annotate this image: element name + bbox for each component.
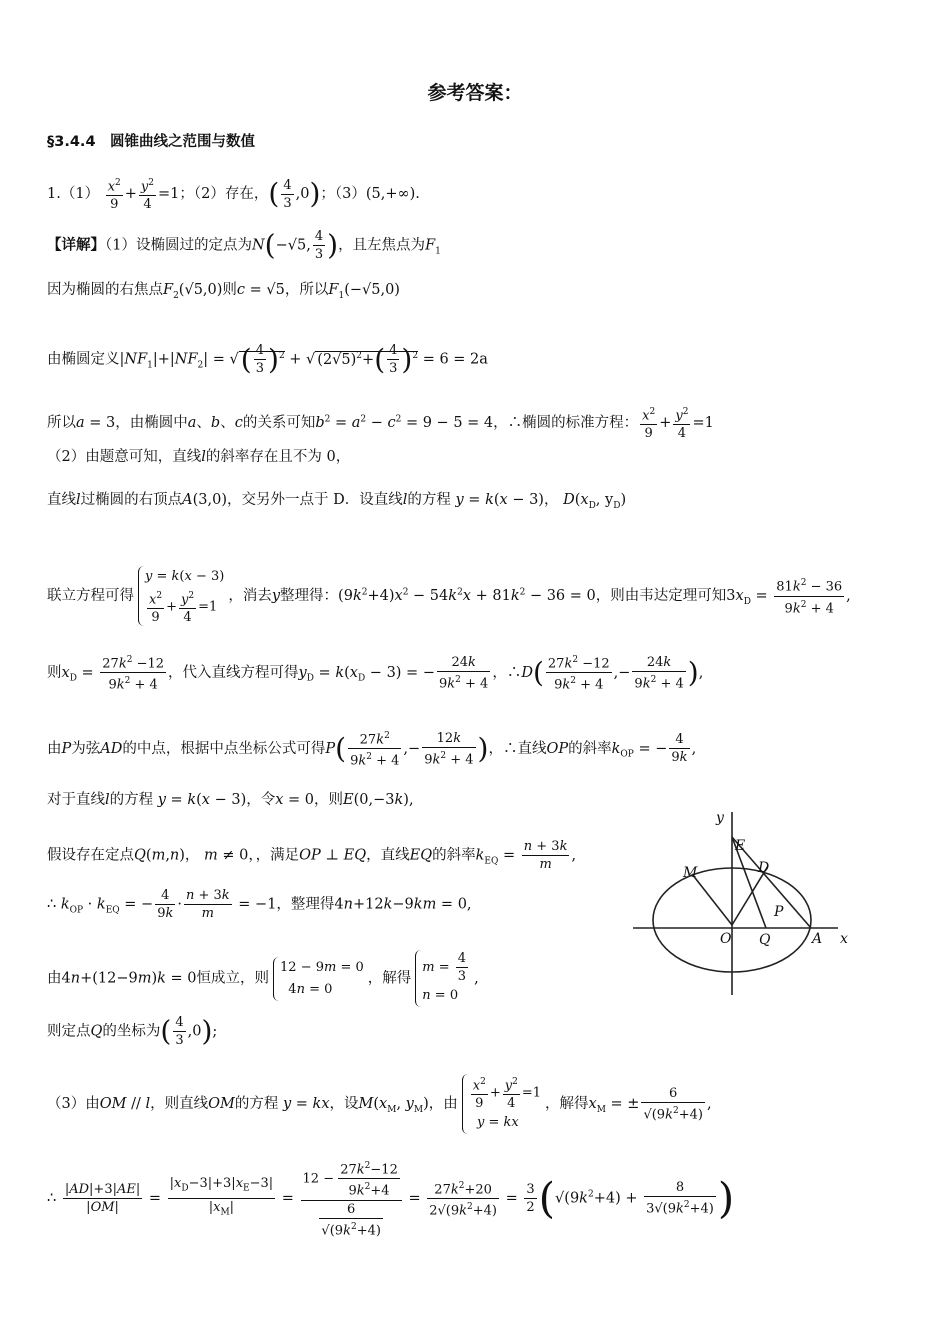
midpoint-line: 由P为弦AD的中点，根据中点坐标公式可得P( $\frac{27k^2}{9k^2 + 4}$ ,− $\frac{12k}{9k^2 + 4}$ )，∴直线OP的斜率$k_{OP}$ = − $\frac{4}{9k}$ , — [47, 728, 696, 770]
line-om — [692, 874, 732, 925]
label-a: A — [812, 931, 823, 947]
relation-line: 所以a = 3，由椭圆中a、b、c的关系可知$b^2 = a^2 - c^2 = 9 - 5 = 4$，∴椭圆的标准方程： $\frac{x^2}{9}$ + $\frac{y^2}{4}$ =1 — [47, 404, 714, 442]
definition-line: 由椭圆定义$|NF_1|+|NF_2|$ = √( $\frac{4}{3}$ )$^2$ + √ $(2√5)^2+$( $\frac{4}{3}$ )$^2$ = 6 = 2a — [47, 342, 488, 376]
line-l-equation: 直线l过椭圆的右顶点A(3,0)，交另外一点于 D．设直线l的方程 y = k(x − 3)， $D(x_D$, $y_D$) — [47, 492, 627, 511]
label-d: D — [758, 860, 770, 876]
label-y: y — [716, 810, 724, 826]
label-o: O — [720, 931, 732, 947]
ellipse-diagram — [628, 800, 856, 1010]
point-e-line: 对于直线l的方程 y = k(x − 3)，令x = 0，则E(0,−3k), — [47, 792, 414, 808]
part2-line: （2）由题意可知，直线l的斜率存在且不为 0， — [47, 449, 351, 465]
constant-line: 由4n+(12−9m)k = 0恒成立，则12 − 9m = 0 4n = 0，解得m = $\frac{4}{3}$ n = 0, — [47, 950, 479, 1007]
page-title: 参考答案： — [427, 82, 523, 104]
section-heading: §3.4.4 圆锥曲线之范围与数值 — [47, 134, 256, 150]
right-focus-line: 因为椭圆的右焦点$F_2(√5,0)$则c = √5，所以$F_1(-√5,0)$ — [47, 282, 400, 301]
detail-line: 【详解】（1）设椭圆过的定点为N(−√5, $\frac{4}{3}$ )，且左焦点为$F_1$ — [47, 228, 441, 262]
xd-line: 则$x_D$ = $\frac{27k^2 -12}{9k^2 + 4}$ ，代入直线方程可得$y_D = k(x_D - 3)$ = − $\frac{24k}{9k^2 + 4}$ ，∴D( $\frac{27k^2 -12}{9k^2 + 4}$ ,− $\frac{24k}{9k^2 + 4}$ ), — [47, 652, 703, 694]
label-q: Q — [759, 932, 771, 948]
label-p: P — [774, 904, 784, 920]
fixed-q-line: 则定点Q的坐标为( $\frac{4}{3}$ ,0); — [47, 1014, 218, 1048]
part3-line: （3）由OM // l，则直线OM的方程 y = kx，设$M(x_M$, $y_M$)，由 $\frac{x^2}{9}$ + $\frac{y^2}{4}$ =1 y = kx，解得$x_M$ = ± $\frac{6}{√(9k^2+4)}$ , — [47, 1074, 712, 1134]
label-x: x — [840, 931, 848, 947]
product-line: ∴ $k_{OP} \cdot k_{EQ}$ = − $\frac{4}{9k}$ · $\frac{n + 3k}{m}$ = −1，整理得4n+12k−9km = 0, — [47, 888, 472, 921]
answer-1: 1.（1） $\frac{x^2}{9}$ + $\frac{y^2}{4}$ =1；（2）存在，( $\frac{4}{3}$ ,0)；（3）(5,+∞). — [47, 175, 420, 213]
system-line: 联立方程可得y = k(x − 3) $\frac{x^2}{9}$ + $\frac{y^2}{4}$ =1，消去y整理得：$(9k^2+4)x^2 - 54k^2x + 81k^2 - 36 = 0$，则由韦达定理可知$3x_D$ = $\frac{81k^2 - 36}{9k^2 + 4}$ , — [47, 566, 851, 626]
final-line: ∴ $\frac{|AD|+3|AE|}{|OM|}$ = $\frac{|x_D-3|+3|x_E-3|}{|x_M|}$ = 12 − $\frac{27k^2-12}{9k^2+4}$ $\frac{6}{√(9k^2+4)}$ = $\frac{27k^2+20}{2√(9k^2+4)}$ = $\frac{3}{2}$ ($√(9k^2+4)$ + $\frac{8}{3√(9k^2+4)}$ ) — [47, 1158, 734, 1239]
label-e: E — [735, 838, 746, 854]
assume-line: 假设存在定点Q(m,n)， m ≠ 0，，满足OP ⊥ EQ，直线EQ的斜率$k_{EQ}$ = $\frac{n + 3k}{m}$ , — [47, 839, 577, 872]
label-m: M — [683, 865, 698, 881]
